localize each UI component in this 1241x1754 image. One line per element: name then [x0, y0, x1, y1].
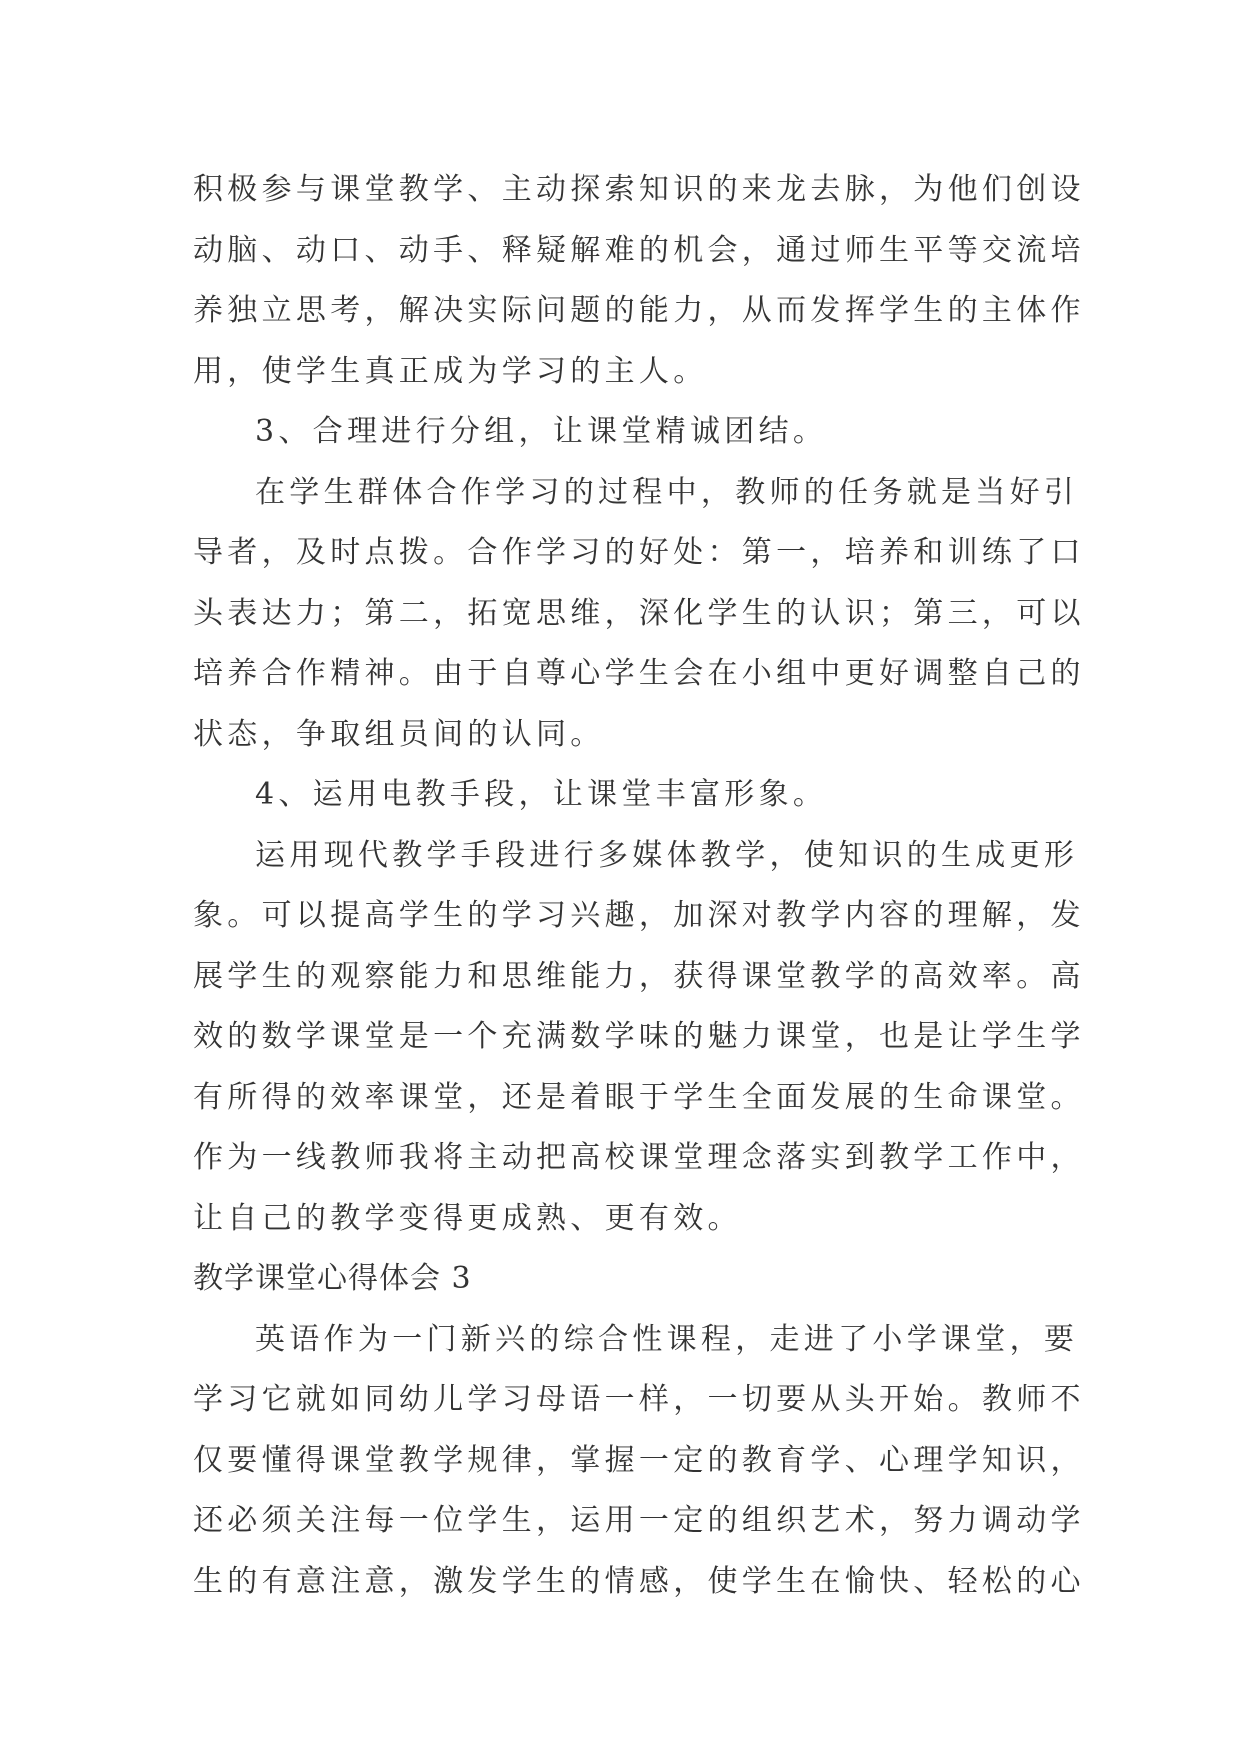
document-body	[193, 160, 1085, 1612]
section-heading-3: 3、合理进行分组，让课堂精诚团结。	[255, 414, 828, 449]
text-line: 头表达力；第二，拓宽思维，深化学生的认识；第三，可以	[193, 595, 1085, 631]
article-title: 教学课堂心得体会 3	[193, 1261, 472, 1296]
text-line: 生的有意注意，激发学生的情感，使学生在愉快、轻松的心	[193, 1563, 1085, 1599]
text-line: 状态，争取组员间的认同。	[193, 716, 605, 752]
text-line: 用，使学生真正成为学习的主人。	[193, 353, 708, 389]
text-line: 动脑、动口、动手、释疑解难的机会，通过师生平等交流培	[193, 232, 1085, 268]
section-heading-4: 4、运用电教手段，让课堂丰富形象。	[255, 777, 828, 812]
text-line: 效的数学课堂是一个充满数学味的魅力课堂，也是让学生学	[193, 1019, 1085, 1054]
text-line: 有所得的效率课堂，还是着眼于学生全面发展的生命课堂。	[193, 1079, 1085, 1115]
text-line: 导者，及时点拨。合作学习的好处：第一，培养和训练了口	[193, 535, 1085, 570]
paragraph-start: 运用现代教学手段进行多媒体教学，使知识的生成更形	[255, 837, 1079, 873]
text-line: 养独立思考，解决实际问题的能力，从而发挥学生的主体作	[193, 293, 1085, 328]
text-line: 学习它就如同幼儿学习母语一样，一切要从头开始。教师不	[193, 1382, 1085, 1417]
text-line: 还必须关注每一位学生，运用一定的组织艺术，努力调动学	[193, 1503, 1085, 1538]
text-line: 象。可以提高学生的学习兴趣，加深对教学内容的理解，发	[193, 898, 1085, 933]
text-line: 作为一线教师我将主动把高校课堂理念落实到教学工作中，	[193, 1140, 1085, 1175]
text-line: 积极参与课堂教学、主动探索知识的来龙去脉，为他们创设	[193, 172, 1085, 207]
paragraph-start: 英语作为一门新兴的综合性课程，走进了小学课堂，要	[255, 1321, 1079, 1357]
paragraph-start: 在学生群体合作学习的过程中，教师的任务就是当好引	[255, 474, 1079, 510]
text-line: 展学生的观察能力和思维能力，获得课堂教学的高效率。高	[193, 958, 1085, 994]
text-line: 培养合作精神。由于自尊心学生会在小组中更好调整自己的	[193, 656, 1085, 691]
text-line: 仅要懂得课堂教学规律，掌握一定的教育学、心理学知识，	[193, 1442, 1085, 1478]
text-line: 让自己的教学变得更成熟、更有效。	[193, 1200, 742, 1236]
